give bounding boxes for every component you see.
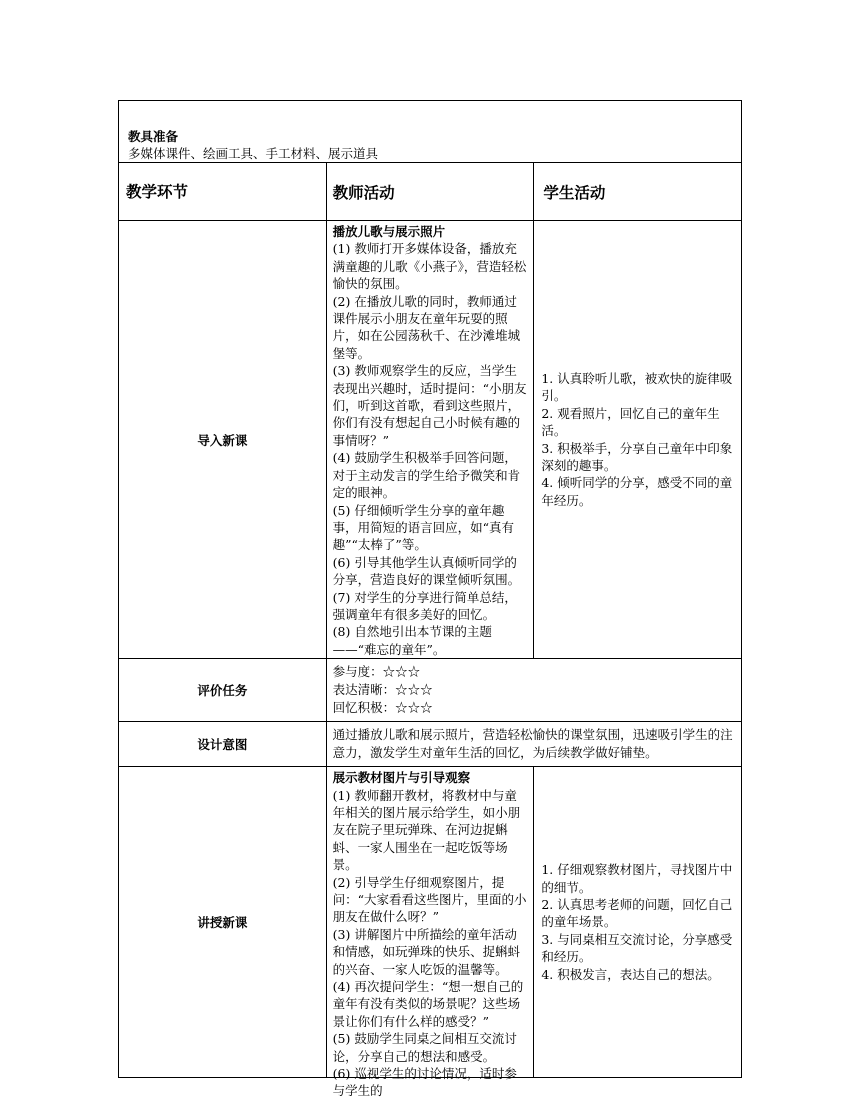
intro-student-cell <box>534 221 742 659</box>
intro-teacher-item: (4) 鼓励学生积极举手回答问题，对于主动发言的学生给予微笑和肯定的眼神。 <box>332 450 521 501</box>
prep-text: 多媒体课件、绘画工具、手工材料、展示道具 <box>128 146 379 161</box>
header-student: 学生活动 <box>534 163 742 221</box>
header-stage: 教学环节 <box>119 163 327 221</box>
intro-teacher-item: (8) 自然地引出本节课的主题——“难忘的童年”。 <box>332 624 492 657</box>
intro-student-item: 3. 积极举手，分享自己童年中印象深刻的趣事。 <box>541 440 733 473</box>
lecture-teacher-item: (6) 巡视学生的讨论情况，适时参与学生的 <box>332 1066 517 1099</box>
lecture-student-item: 3. 与同桌相互交流讨论，分享感受和经历。 <box>541 931 733 965</box>
design-label: 设计意图 <box>119 722 327 767</box>
lecture-teacher-cell <box>326 767 534 1099</box>
lesson-plan-table <box>118 100 742 1099</box>
design-text: 通过播放儿歌和展示照片，营造轻松愉快的课堂氛围，迅速吸引学生的注意力，激发学生对童年生活的回忆，为后续教学做好铺垫。 <box>326 722 741 767</box>
evaluation-cell <box>326 659 741 722</box>
intro-teacher-item: (2) 在播放儿歌的同时，教师通过课件展示小朋友在童年玩耍的照片，如在公园荡秋千、在沙滩堆城堡等。 <box>332 293 521 361</box>
evaluation-label: 评价任务 <box>119 659 327 722</box>
evaluation-item: 参与度：☆☆☆ <box>332 664 421 680</box>
lecture-teacher-title: 展示教材图片与引导观察 <box>332 770 471 786</box>
lecture-teacher-item: (3) 讲解图片中所描绘的童年活动和情感，如玩弹珠的快乐、捉蝌蚪的兴奋、一家人吃饭的温馨等。 <box>332 926 521 977</box>
intro-teacher-title: 播放儿歌与展示照片 <box>332 224 446 239</box>
intro-student-item: 1. 认真聆听儿歌，被欢快的旋律吸引。 <box>541 370 733 404</box>
intro-teacher-item: (7) 对学生的分享进行简单总结，强调童年有很多美好的回忆。 <box>332 589 517 622</box>
intro-student-item: 2. 观看照片，回忆自己的童年生活。 <box>541 405 720 439</box>
intro-teacher-item: (1) 教师打开多媒体设备，播放充满童趣的儿歌《小燕子》，营造轻松愉快的氛围。 <box>332 241 527 292</box>
prep-cell <box>119 101 742 163</box>
lecture-student-item: 1. 仔细观察教材图片，寻找图片中的细节。 <box>541 862 733 895</box>
lecture-student-cell <box>534 767 742 1078</box>
lecture-teacher-item: (5) 鼓励学生同桌之间相互交流讨论，分享自己的想法和感受。 <box>332 1031 517 1064</box>
lecture-teacher-item: (4) 再次提问学生：“想一想自己的童年有没有类似的场景呢？这些场景让你们有什么样的感受？” <box>332 979 524 1029</box>
lecture-teacher-item: (1) 教师翻开教材，将教材中与童年相关的图片展示给学生，如小朋友在院子里玩弹珠、在河边捉蝌蚪、一家人围坐在一起吃饭等场景。 <box>332 787 521 873</box>
intro-teacher-item: (3) 教师观察学生的反应，当学生表现出兴趣时，适时提问：“小朋友们，听到这首歌，看到这些照片，你们有没有想起自己小时候有趣的事情呀？” <box>332 363 527 448</box>
evaluation-item: 表达清晰：☆☆☆ <box>332 682 433 698</box>
intro-teacher-cell <box>326 221 534 659</box>
lecture-teacher-item: (2) 引导学生仔细观察图片，提问：“大家看看这些图片，里面的小朋友在做什么呀？” <box>332 874 527 925</box>
prep-title: 教具准备 <box>128 129 179 144</box>
lecture-student-item: 2. 认真思考老师的问题，回忆自己的童年场景。 <box>541 897 733 930</box>
evaluation-item: 回忆积极：☆☆☆ <box>332 700 433 716</box>
intro-student-item: 4. 倾听同学的分享，感受不同的童年经历。 <box>541 475 733 508</box>
header-teacher: 教师活动 <box>326 163 534 221</box>
intro-teacher-item: (6) 引导其他学生认真倾听同学的分享，营造良好的课堂倾听氛围。 <box>332 554 521 588</box>
lecture-student-item: 4. 积极发言，表达自己的想法。 <box>541 966 720 982</box>
lecture-label: 讲授新课 <box>119 767 327 1078</box>
intro-label: 导入新课 <box>119 221 327 659</box>
intro-teacher-item: (5) 仔细倾听学生分享的童年趣事，用简短的语言回应，如“真有趣”“太棒了”等。 <box>332 502 515 553</box>
